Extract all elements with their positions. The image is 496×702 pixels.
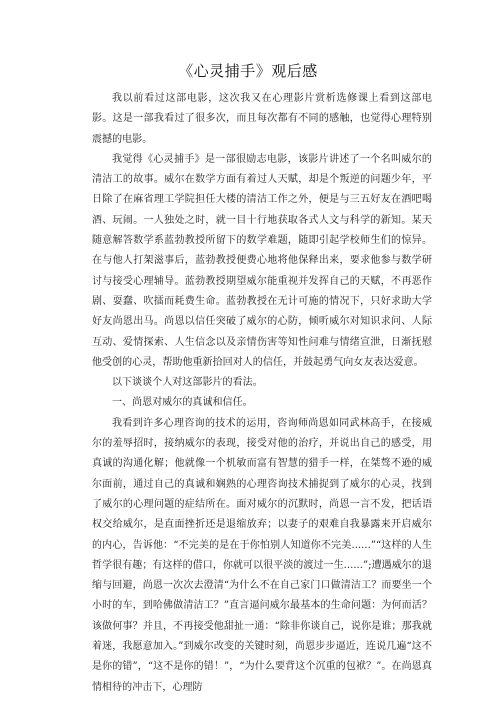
paragraph: 我看到许多心理咨询的技术的运用，咨询师尚恩如同武林高手，在接威尔的羞辱招时，接纳威尔的表现，接受对他的治疗，并说出自己的感受，用真诚的沟通化解；他就像一个机敏而富有智慧的猎手一样，在桀骜不逊的威尔面前，通过自己的真诚和娴熟的心理咨询技术捕捉到了威尔的心灵，找到了威尔的心理问题的症结所在。面对威尔的沉默时，尚恩一言不发，把话语权交给威尔，是直面挫折还是退缩放弃；以妻子的艰难自我暴露来开启威尔的内心，告诉他：“不完美的是在于你怕别人知道你不完美......”“这样的人生哲学很有趣；有这样的借口，你就可以很平淡的渡过一生......”;遭遇威尔的退缩与回避，尚恩一次次去澄清“为什么不在自己家门口做清洁工？而要坐一个小时的车，到哈佛做清洁工？”直言逼问威尔最基本的生命问题：为何而活？该做何事？并且，不再接受他甜扯一通：“除非你谈自己，说你是谁；那我就着迷，我愿意加入。”到威尔改变的关键时刻，尚恩步步逼近，连说几遍“这不是你的错”，“这不是你的错！”，“为什么要背这个沉重的包袱？”。在尚恩真情相待的冲击下，心理防 — [92, 417, 432, 693]
document-body — [92, 89, 432, 698]
paragraph: 以下谈谈个人对这部影片的看法。 — [112, 377, 263, 389]
document-title: 《心灵捕手》观后感 — [178, 62, 318, 80]
paragraph: 我觉得《心灵捕手》是一部很励志电影，该影片讲述了一个名叫威尔的清洁工的故事。威尔在数学方面有着过人天赋，却是个叛逆的问题少年，平日除了在麻省理工学院担任大楼的清洁工作之外，便是与三五好友在酒吧喝酒、玩闹。一人独处之时，就一目十行地获取各式人文与科学的新知。某天随意解答数学系蓝勃教授所留下的数学难题，随即引起学校师生们的惊异。在与他人打架滋事后，蓝勃教授便费心地将他保释出来，要求他参与数学研讨与接受心理辅导。蓝勃教授期望威尔能重视并发挥自己的天赋，不再恶作剧、耍蠢、吹擂而耗费生命。蓝勃教授在无计可施的情况下，只好求助大学好友尚恩出马。尚恩以信任突破了威尔的心防，倾听威尔对知识求问、人际互动、爱情探索、人生信念以及亲情伤害等知性问难与情绪宣泄，日渐抚慰他受创的心灵，帮助他重新拾回对人的信任，并鼓起勇气向女友表达爱意。 — [92, 153, 432, 368]
paragraph: 我以前看过这部电影，这次我又在心理影片赏析选修课上看到这部电影。这是一部我看过了很多次，而且每次都有不同的感触，也觉得心理特别震撼的电影。 — [92, 93, 432, 145]
paragraph: 一、尚恩对威尔的真诚和信任。 — [112, 397, 253, 409]
